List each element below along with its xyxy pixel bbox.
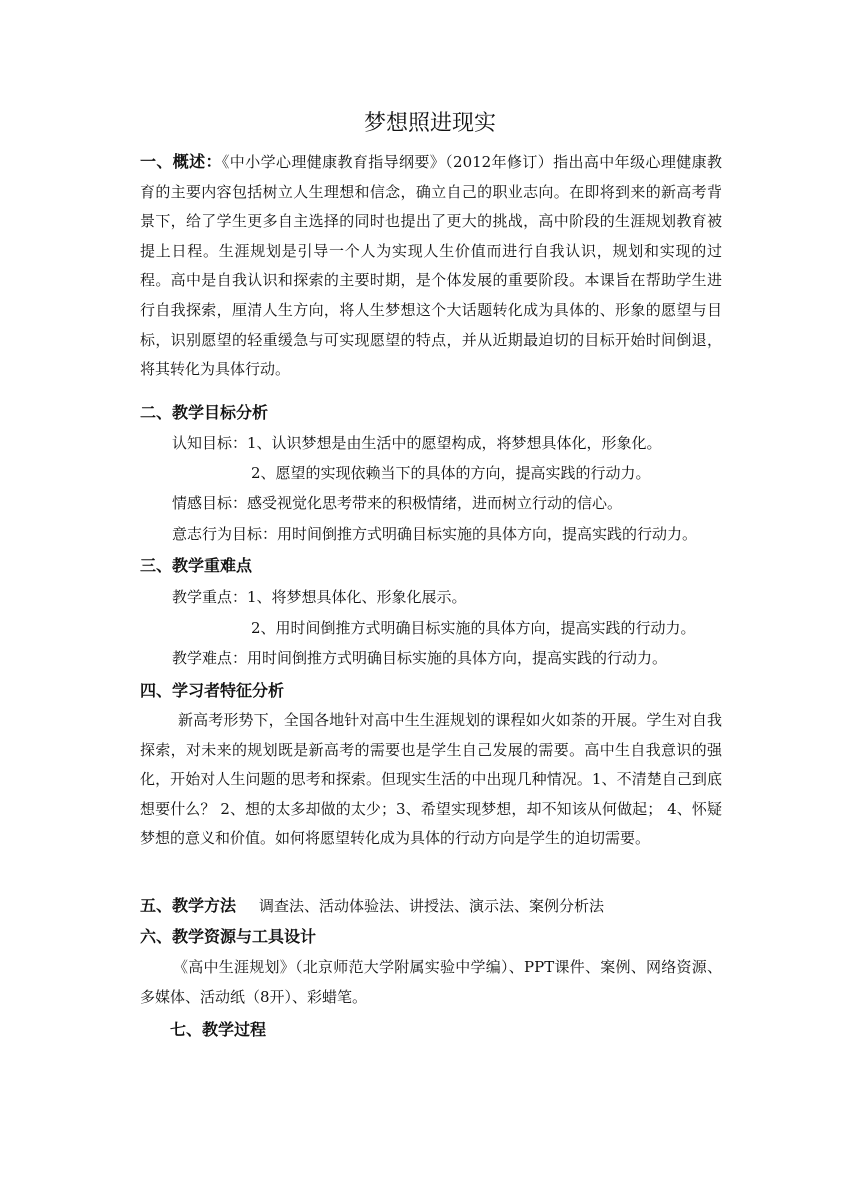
section-heading: 七、教学过程 (170, 1020, 267, 1039)
method-text: 调查法、活动体验法、讲授法、演示法、案例分析法 (259, 897, 605, 915)
goal-line: 意志行为目标：用时间倒推方式明确目标实施的具体方向，提高实践的行动力。 (172, 525, 698, 543)
key-point-line: 教学难点：用时间倒推方式明确目标实施的具体方向，提高实践的行动力。 (172, 649, 668, 667)
goal-line: 认知目标：1、认识梦想是由生活中的愿望构成，将梦想具体化，形象化。 (172, 434, 662, 452)
learner-analysis-text: 新高考形势下，全国各地针对高中生生涯规划的课程如火如荼的开展。学生对自我探索，对未来的规划既是新高考的需要也是学生自己发展的需要。高中生自我意识的强化，开始对人生问题的思考和探索。但现实生活的中出现几种情况。1、不清楚自己到底想要什么？ 2、想的太多却做的太少；3、希望实现梦想，却不知该从何做起； 4、怀疑梦想的意义和价值。如何将愿望转化成为具体的行动方向是学生的迫切需要。 (140, 711, 722, 848)
section-heading: 五、教学方法 (140, 896, 237, 915)
section-heading: 二、教学目标分析 (140, 403, 269, 422)
section-heading: 一、概述： (140, 152, 222, 171)
section-heading: 四、学习者特征分析 (140, 681, 285, 700)
section-heading: 三、教学重难点 (140, 556, 253, 575)
section-text: 《中小学心理健康教育指导纲要》（2012年修订）指出高中年级心理健康教育的主要内容包括树立人生理想和信念，确立自己的职业志向。在即将到来的新高考背景下，给了学生更多自主选择的同时也提出了更大的挑战，高中阶段的生涯规划教育被提上日程。生涯规划是引导一个人为实现人生价值而进行自我认识，规划和实现的过程。高中是自我认识和探索的主要时期，是个体发展的重要阶段。本课旨在帮助学生进行自我探索，厘清人生方向，将人生梦想这个大话题转化成为具体的、形象的愿望与目标，识别愿望的轻重缓急与可实现愿望的特点，并从近期最迫切的目标开始时间倒退，将其转化为具体行动。 (140, 153, 722, 379)
key-point-line: 2、用时间倒推方式明确目标实施的具体方向，提高实践的行动力。 (251, 619, 696, 637)
goal-line: 情感目标：感受视觉化思考带来的积极情绪，进而树立行动的信心。 (172, 494, 623, 512)
key-point-line: 教学重点：1、将梦想具体化、形象化展示。 (172, 588, 467, 606)
resource-text: 《高中生涯规划》（北京师范大学附属实验中学编）、PPT课件、案例、网络资源、多媒体、活动纸（8开）、彩蜡笔。 (140, 958, 722, 1006)
section-overview (140, 147, 722, 385)
page-title: 梦想照进现实 (363, 111, 496, 136)
section-heading: 六、教学资源与工具设计 (140, 927, 317, 946)
goal-line: 2、愿望的实现依赖当下的具体的方向，提高实践的行动力。 (251, 464, 651, 482)
